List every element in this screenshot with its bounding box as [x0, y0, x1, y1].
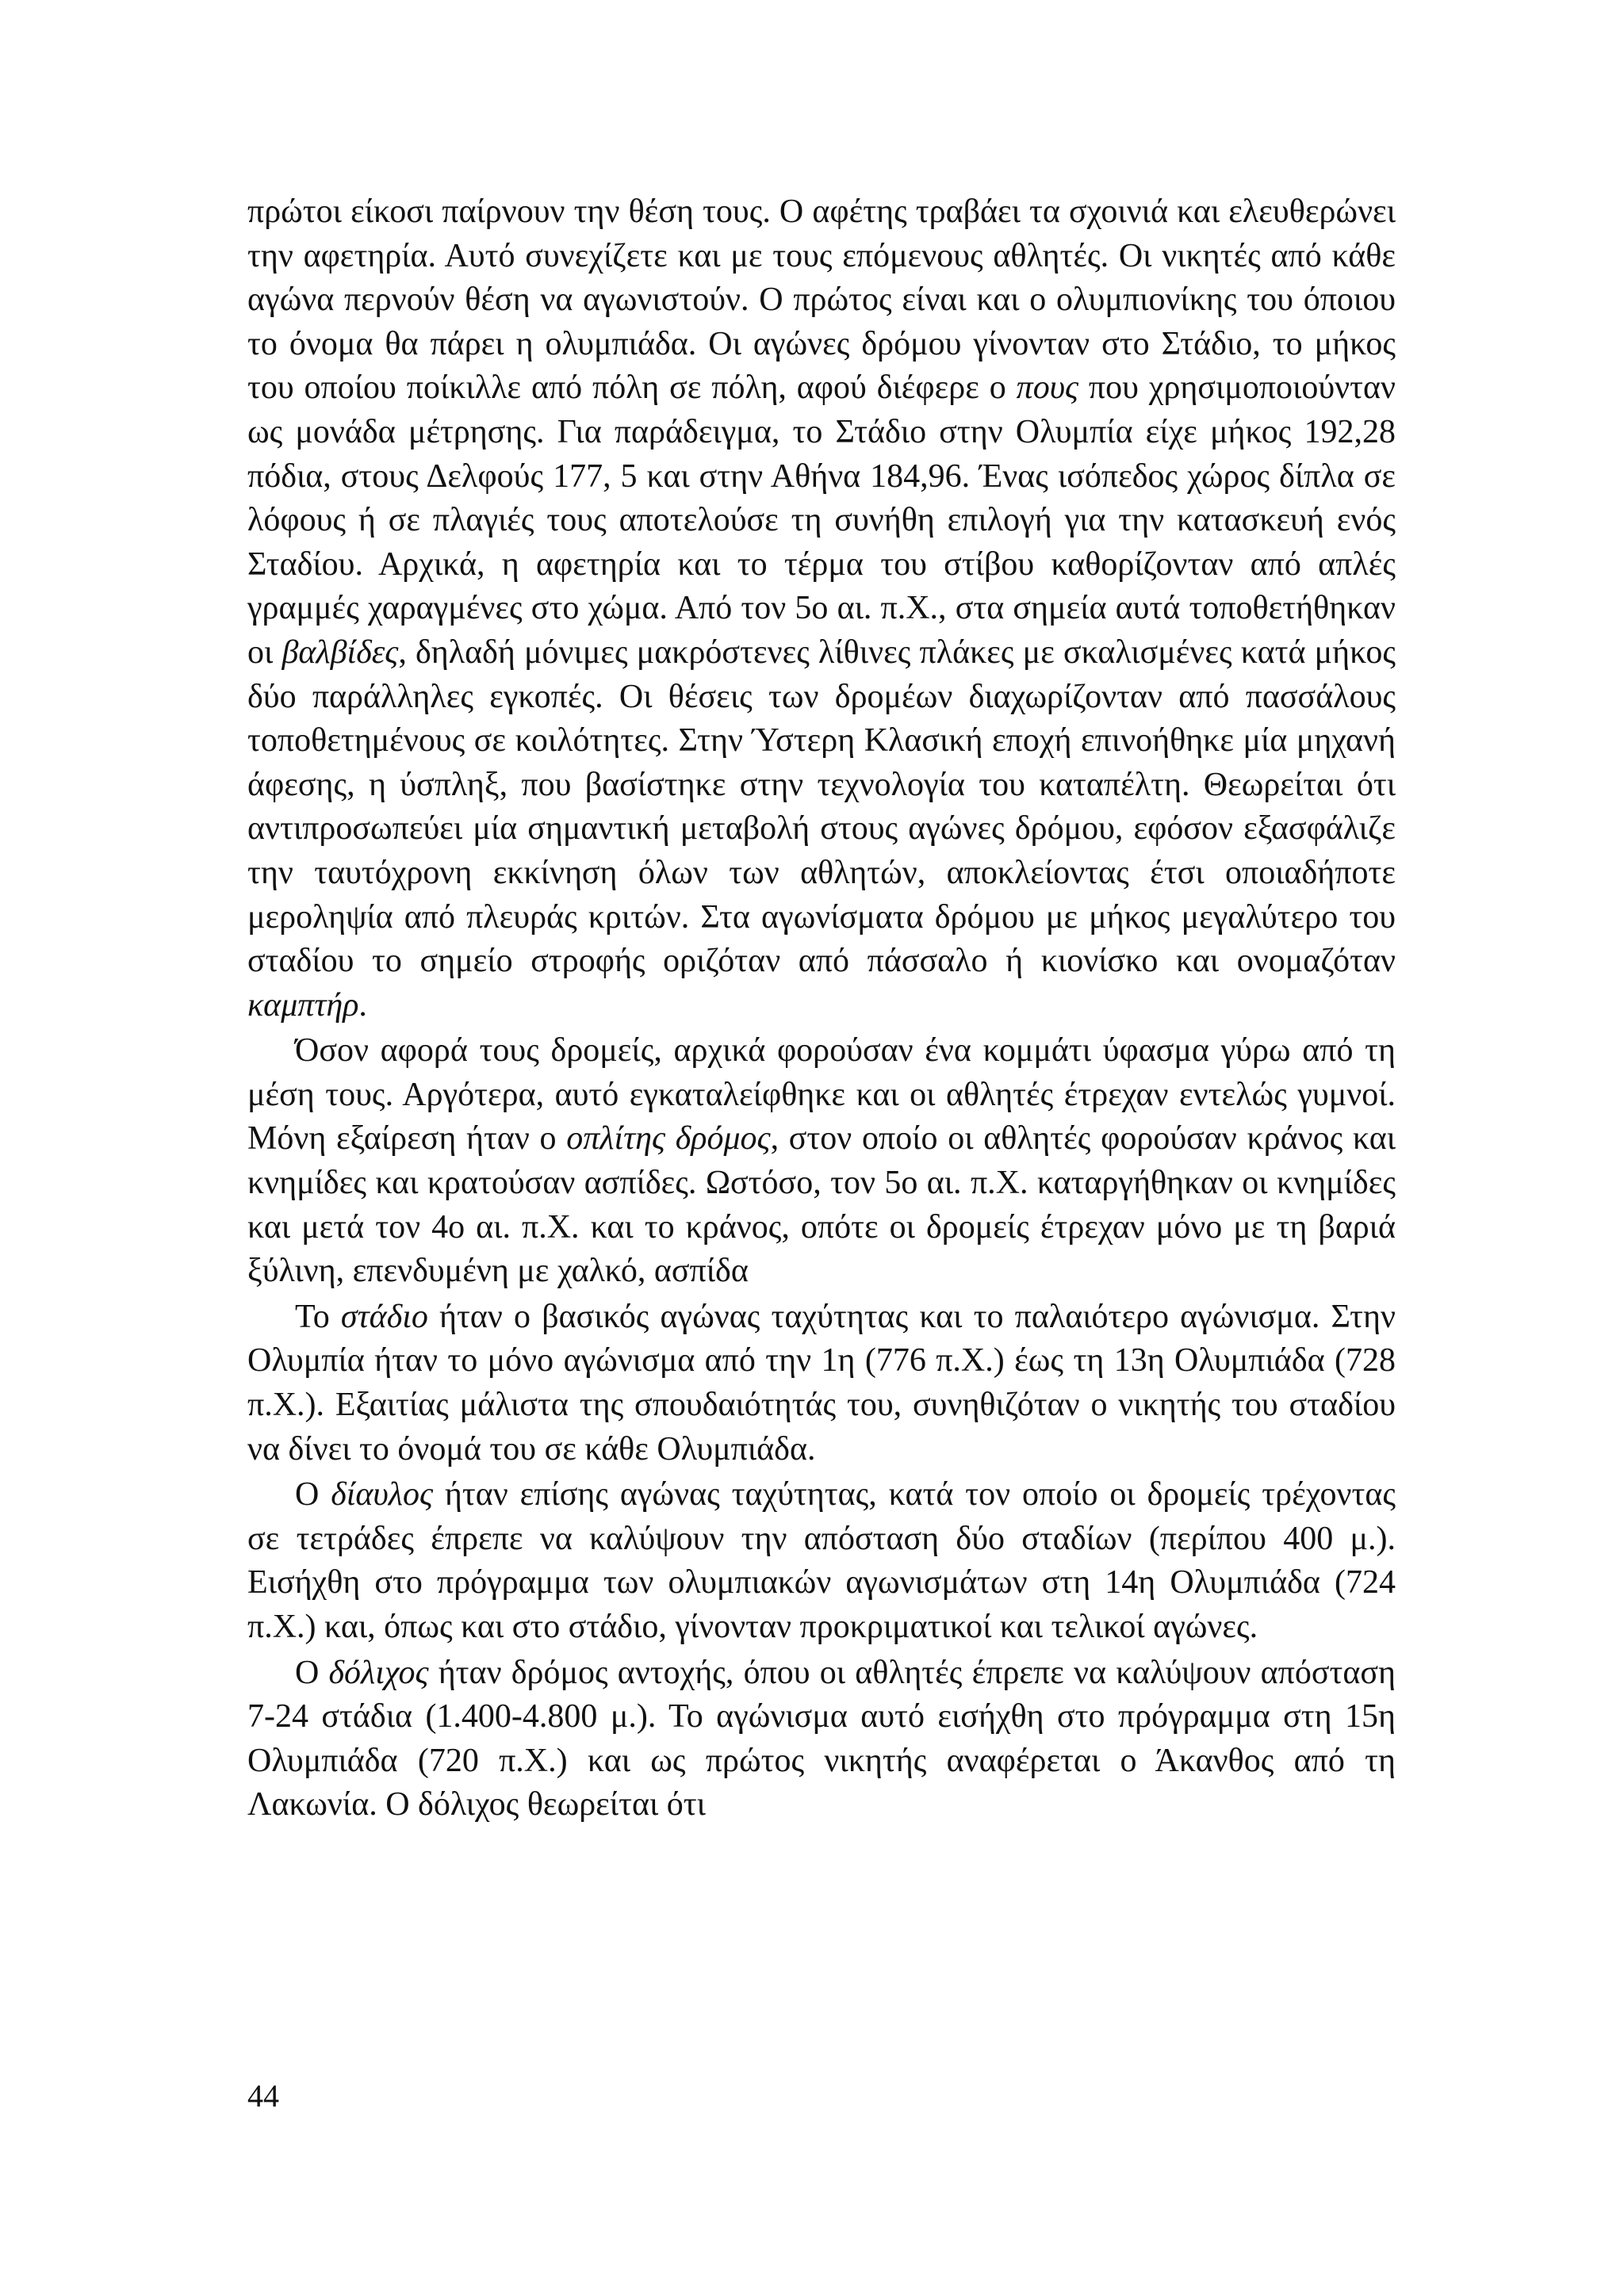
text-run: ήταν ο βασικός αγώνας ταχύτητας και το παλαιότερο αγώνισμα. Στην Ολυμπία ήταν το μόνο αγώνισμα από την 1η (776 π.Χ.) έως τη 13η Ολυμπιάδα (728 π.Χ.). Εξαιτίας μάλιστα της σπουδαιότητάς του, συνηθιζόταν ο νικητής του σταδίου να δίνει το όνομά του σε κάθε Ολυμπιάδα. [247, 1298, 1396, 1468]
text-run: . [358, 986, 367, 1024]
italic-term: βαλβίδες [282, 633, 399, 671]
text-run: ήταν δρόμος αντοχής, όπου οι αθλητές έπρεπε να καλύψουν απόσταση 7-24 στάδια (1.400-4.800 μ.). Το αγώνισμα αυτό εισήχθη στο πρόγραμμα στη 15η Ολυμπιάδα (720 π.Χ.) και ως πρώτος νικητής αναφέρεται ο Άκανθος από τη Λακωνία. Ο δόλιχος θεωρείται ότι [247, 1654, 1396, 1823]
page-number: 44 [247, 2078, 279, 2114]
italic-term: οπλίτης δρόμος [566, 1120, 771, 1158]
text-run: Όσον αφορά τους δρομείς, αρχικά φορούσαν ένα κομμάτι ύφασμα γύρω από τη μέση τους. Αργότερα, αυτό εγκαταλείφθηκε και οι αθλητές έτρεχαν εντελώς γυμνοί. Μόνη εξαίρεση ήταν ο [247, 1032, 1396, 1158]
paragraph-4 [247, 1473, 1396, 1649]
italic-term: στάδιο [340, 1298, 428, 1335]
italic-term: δόλιχος [328, 1654, 429, 1691]
text-run: που χρησιμοποιούνταν ως μονάδα μέτρησης. Για παράδειγμα, το Στάδιο στην Ολυμπία είχε μήκος 192,28 πόδια, στους Δελφούς 177, 5 και στην Αθήνα 184,96. Ένας ισόπεδος χώρος δίπλα σε λόφους ή σε πλαγιές τους αποτελούσε τη συνήθη επιλογή για την κατασκευή ενός Σταδίου. Αρχικά, η αφετηρία και το τέρμα του στίβου καθορίζονταν από απλές γραμμές χαραγμένες στο χώμα. Από τον 5ο αι. π.Χ., στα σημεία αυτά τοποθετήθηκαν οι [247, 369, 1396, 671]
paragraph-5 [247, 1651, 1396, 1827]
text-run: , στον οποίο οι αθλητές φορούσαν κράνος και κνημίδες και κρατούσαν ασπίδες. Ωστόσο, τον 5ο αι. π.Χ. καταργήθηκαν οι κνημίδες και μετά τον 4ο αι. π.Χ. και το κράνος, οπότε οι δρομείς έτρεχαν μόνο με τη βαριά ξύλινη, επενδυμένη με χαλκό, ασπίδα [247, 1120, 1396, 1290]
italic-term: καμπτήρ [247, 986, 359, 1024]
text-run: Το [295, 1298, 341, 1335]
paragraph-2 [247, 1029, 1396, 1294]
text-run: ήταν επίσης αγώνας ταχύτητας, κατά τον οποίο οι δρομείς τρέχοντας σε τετράδες έπρεπε να καλύψουν την απόσταση δύο σταδίων (περίπου 400 μ.). Εισήχθη στο πρόγραμμα των ολυμπιακών αγωνισμάτων στη 14η Ολυμπιάδα (724 π.Χ.) και, όπως και στο στάδιο, γίνονταν προκριματικοί και τελικοί αγώνες. [247, 1476, 1396, 1645]
paragraph-1 [247, 190, 1396, 1027]
text-run: , δηλαδή μόνιμες μακρόστενες λίθινες πλάκες με σκαλισμένες κατά μήκος δύο παράλληλες εγκοπές. Οι θέσεις των δρομέων διαχωρίζονταν από πασσάλους τοποθετημένους σε κοιλότητες. Στην Ύστερη Κλασική εποχή επινοήθηκε μία μηχανή άφεσης, η ύσπληξ, που βασίστηκε στην τεχνολογία του καταπέλτη. Θεωρείται ότι αντιπροσωπεύει μία σημαντική μεταβολή στους αγώνες δρόμου, εφόσον εξασφάλιζε την ταυτόχρονη εκκίνηση όλων των αθλητών, αποκλείοντας έτσι οποιαδήποτε μεροληψία από πλευράς κριτών. Στα αγωνίσματα δρόμου με μήκος μεγαλύτερο του σταδίου το σημείο στροφής οριζόταν από πάσσαλο ή κιονίσκο και ονομαζόταν [247, 633, 1396, 980]
text-column [247, 190, 1396, 1827]
text-run: πρώτοι είκοσι παίρνουν την θέση τους. Ο αφέτης τραβάει τα σχοινιά και ελευθερώνει την αφετηρία. Αυτό συνεχίζετε και με τους επόμενους αθλητές. Οι νικητές από κάθε αγώνα περνούν θέση να αγωνιστούν. Ο πρώτος είναι και ο ολυμπιονίκης του όποιου το όνομα θα πάρει η ολυμπιάδα. Οι αγώνες δρόμου γίνονταν στο Στάδιο, το μήκος του οποίου ποίκιλλε από πόλη σε πόλη, αφού διέφερε ο [247, 193, 1396, 407]
paragraph-3 [247, 1295, 1396, 1471]
italic-term: πους [1016, 369, 1079, 407]
text-run: Ο [295, 1654, 329, 1691]
text-run: Ο [295, 1476, 331, 1513]
italic-term: δίαυλος [331, 1476, 433, 1513]
